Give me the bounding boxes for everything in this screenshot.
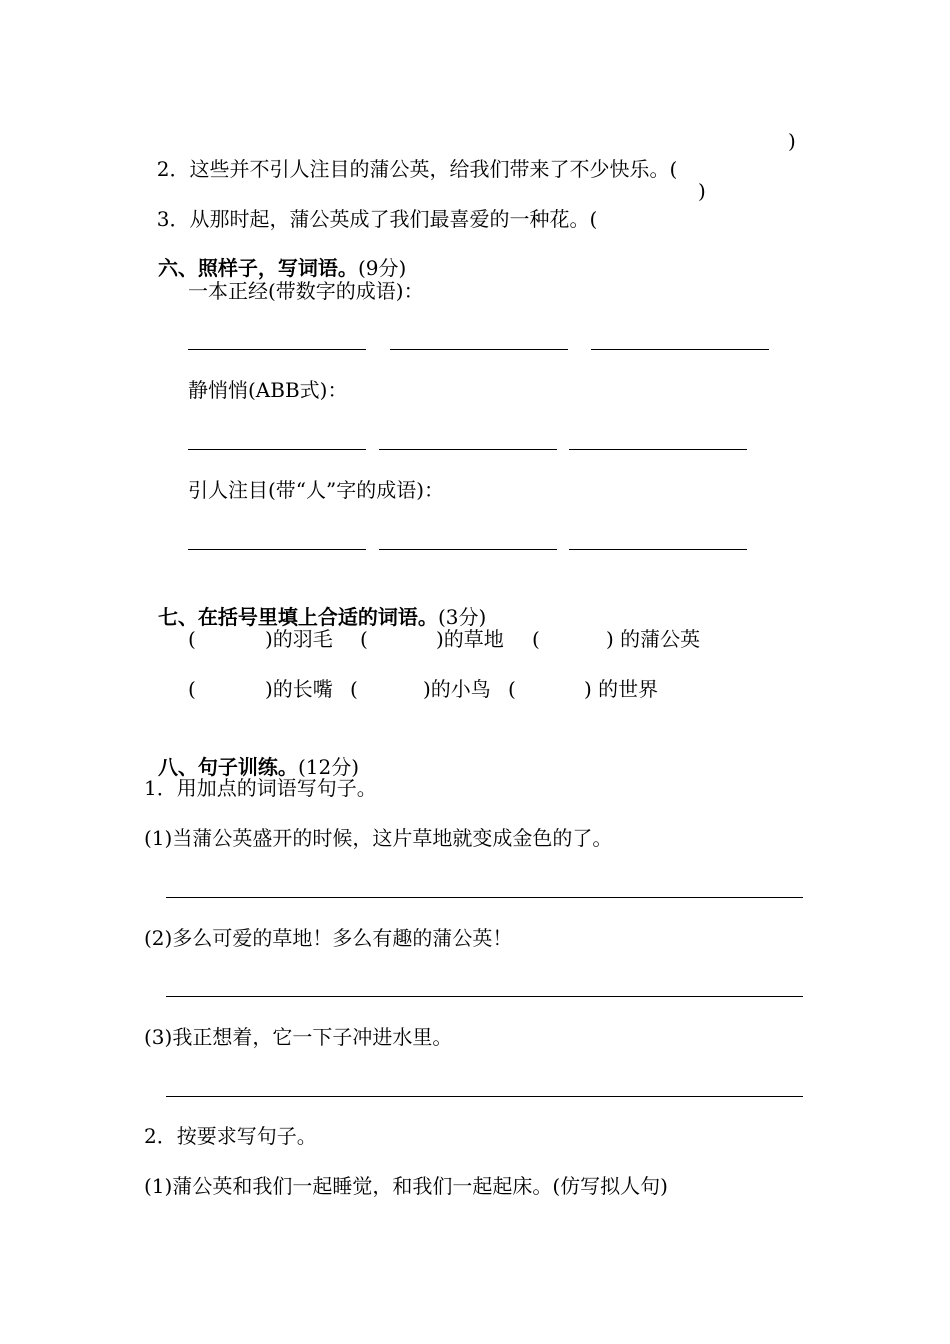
q8-sentence-3: (3)我正想着，它一下子冲进水里。 [144, 1025, 453, 1049]
q5-item-2 [144, 127, 677, 183]
q5-item-2-text: 2．这些并不引人注目的蒲公英，给我们带来了不少快乐。( [156, 157, 678, 181]
q7-r2c1-close: )的长嘴 [265, 677, 333, 701]
q8-sentence-1: (1)当蒲公英盛开的时候，这片草地就变成金色的了。 [144, 826, 613, 850]
q6-blank-3b[interactable] [379, 549, 557, 550]
q7-r1c3-blank[interactable] [544, 651, 604, 652]
q6-prompt-3: 引人注目(带“人”字的成语)： [188, 478, 445, 502]
q6-blank-2a[interactable] [188, 449, 366, 450]
q8-heading [144, 725, 359, 781]
q6-blank-3a[interactable] [188, 549, 366, 550]
q5-item-2-answer-close: ) [788, 129, 796, 153]
q6-prompt-2: 静悄悄(ABB式)： [188, 378, 348, 402]
q6-points: (9分) [357, 256, 407, 280]
q8-answer-line-1[interactable] [166, 897, 803, 898]
q7-r1c2-close: )的草地 [436, 627, 504, 651]
q8-sentence-2: (2)多么可爱的草地！多么有趣的蒲公英！ [144, 926, 513, 950]
q5-item-2-answer-blank[interactable] [726, 153, 784, 154]
q7-r2c2-blank[interactable] [362, 701, 420, 702]
q5-item-3-text: 3．从那时起，蒲公英成了我们最喜爱的一种花。( [156, 207, 598, 231]
q8-answer-line-2[interactable] [166, 996, 803, 997]
q7-r1c3-close: ) 的蒲公英 [606, 627, 701, 651]
q8-title: 八、句子训练。 [157, 755, 298, 779]
q7-r2c3-open: ( [508, 677, 516, 701]
q5-item-3 [144, 177, 597, 233]
q5-item-3-answer-close: ) [698, 179, 706, 203]
q7-r2c1-blank[interactable] [200, 701, 262, 702]
q7-r2c2-close: )的小鸟 [423, 677, 491, 701]
q7-r2c1-open: ( [188, 677, 196, 701]
q8-sentence-4: (1)蒲公英和我们一起睡觉，和我们一起起床。(仿写拟人句) [144, 1174, 668, 1198]
q6-blank-1b[interactable] [390, 349, 568, 350]
q8-part-2: 2．按要求写句子。 [144, 1124, 317, 1148]
q7-r2c3-blank[interactable] [520, 701, 580, 702]
q8-part-1: 1．用加点的词语写句子。 [144, 776, 377, 800]
q6-blank-2c[interactable] [569, 449, 747, 450]
q6-title: 六、照样子，写词语。 [157, 256, 358, 280]
q7-r1c1-blank[interactable] [200, 651, 262, 652]
q7-r2c3-close: ) 的世界 [584, 677, 659, 701]
q7-heading [144, 575, 486, 631]
q7-r1c2-blank[interactable] [372, 651, 434, 652]
q7-points: (3分) [437, 605, 487, 629]
q6-blank-2b[interactable] [379, 449, 557, 450]
q8-points: (12分) [297, 755, 359, 779]
q8-answer-line-3[interactable] [166, 1096, 803, 1097]
q7-r2c2-open: ( [350, 677, 358, 701]
q7-title: 七、在括号里填上合适的词语。 [157, 605, 438, 629]
q7-r1c1-open: ( [188, 627, 196, 651]
q6-heading [144, 226, 406, 282]
q6-blank-1c[interactable] [591, 349, 769, 350]
q6-blank-3c[interactable] [569, 549, 747, 550]
q7-r1c2-open: ( [360, 627, 368, 651]
q6-blank-1a[interactable] [188, 349, 366, 350]
q5-item-3-answer-blank[interactable] [636, 203, 694, 204]
q7-r1c1-close: )的羽毛 [265, 627, 333, 651]
q7-r1c3-open: ( [532, 627, 540, 651]
q6-prompt-1: 一本正经(带数字的成语)： [188, 279, 424, 303]
